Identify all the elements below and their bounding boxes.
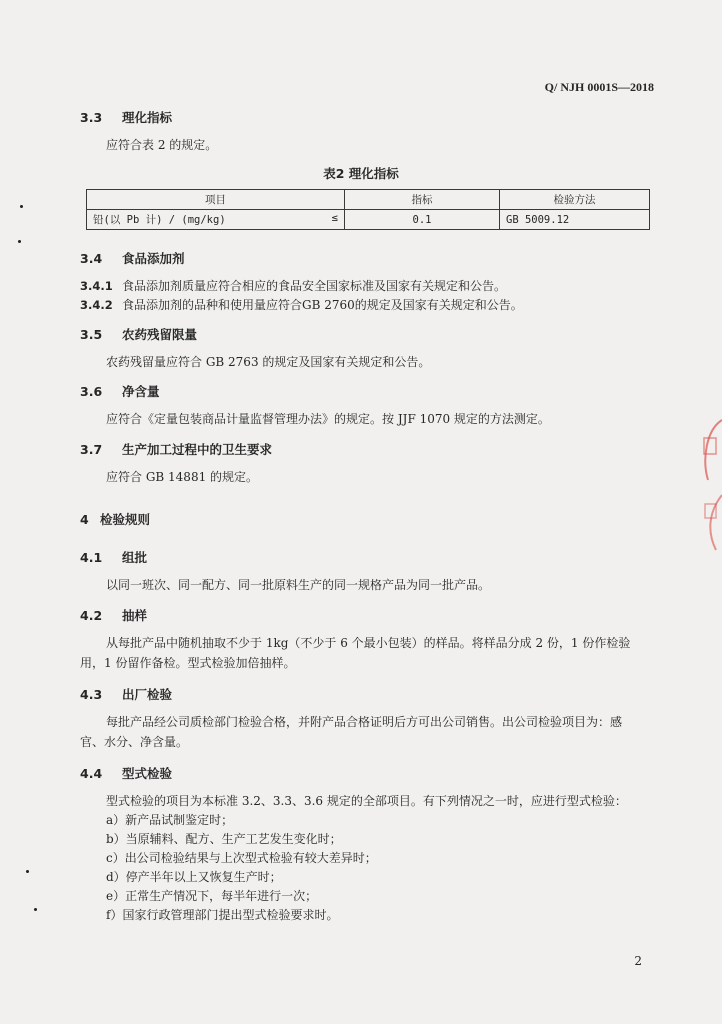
section-title: 农药残留限量: [122, 327, 198, 342]
cell-method: GB 5009.12: [500, 210, 650, 230]
subsection-number: 3.4.1: [80, 279, 113, 293]
section-4-2-heading: [80, 606, 147, 624]
section-3-4-1: [80, 277, 506, 294]
section-title: 组批: [122, 550, 148, 565]
section-4-4-heading: [80, 764, 172, 782]
section-3-5-text: 农药残留量应符合 GB 2763 的规定及国家有关规定和公告。: [106, 355, 431, 369]
item-name: 铅(以 Pb 计) / (mg/kg): [93, 214, 226, 226]
table-row: [87, 210, 650, 230]
section-number: 3.5: [80, 327, 103, 342]
section-number: 4.1: [80, 550, 103, 565]
list-item: e）正常生产情况下，每半年进行一次；: [106, 889, 318, 903]
section-4-4-intro: 型式检验的项目为本标准 3.2、3.3、3.6 规定的全部项目。有下列情况之一时，应进行型式检验：: [106, 794, 627, 808]
section-number: 3.4: [80, 251, 103, 266]
section-3-4-heading: [80, 249, 185, 267]
section-number: 4.3: [80, 687, 103, 702]
section-4-2-line2: 用，1 份留作备检。型式检验加倍抽样。: [80, 656, 296, 670]
list-item: f）国家行政管理部门提出型式检验要求时。: [106, 908, 339, 922]
section-title: 食品添加剂: [122, 251, 185, 266]
list-item: d）停产半年以上又恢复生产时；: [106, 870, 282, 884]
section-number: 3.7: [80, 442, 103, 457]
section-number: 3.3: [80, 110, 103, 125]
seal-stamp-icon: [696, 400, 722, 560]
table-header-row: [87, 190, 650, 210]
section-4-2-line1: 从每批产品中随机抽取不少于 1kg（不少于 6 个最小包装）的样品。将样品分成 2 份，1 份作检验: [106, 636, 631, 650]
list-item: b）当原辅料、配方、生产工艺发生变化时；: [106, 832, 342, 846]
section-title: 理化指标: [122, 110, 173, 125]
section-title: 型式检验: [122, 766, 173, 781]
section-3-3-heading: [80, 108, 172, 126]
section-4-heading: [80, 510, 150, 528]
section-3-6-heading: [80, 382, 160, 400]
section-title: 抽样: [122, 608, 148, 623]
section-number: 4: [80, 512, 89, 527]
section-title: 净含量: [122, 384, 160, 399]
table-2: [86, 189, 650, 230]
section-3-5-heading: [80, 325, 197, 343]
section-number: 4.2: [80, 608, 103, 623]
subsection-number: 3.4.2: [80, 298, 113, 312]
section-4-3-heading: [80, 685, 172, 703]
section-title: 检验规则: [100, 512, 151, 527]
section-4-1-heading: [80, 548, 147, 566]
scan-dot: [34, 908, 37, 911]
section-3-6-text: 应符合《定量包装商品计量监督管理办法》的规定。按 JJF 1070 规定的方法测定。: [106, 412, 550, 426]
section-title: 出厂检验: [122, 687, 173, 702]
subsection-text: 食品添加剂的品种和使用量应符合GB 2760的规定及国家有关规定和公告。: [122, 298, 523, 312]
section-3-3-text: 应符合表 2 的规定。: [106, 138, 218, 152]
section-4-3-line1: 每批产品经公司质检部门检验合格，并附产品合格证明后方可出公司销售。出公司检验项目为：感: [106, 715, 623, 729]
section-number: 3.6: [80, 384, 103, 399]
section-title: 生产加工过程中的卫生要求: [122, 442, 273, 457]
page-number: 2: [634, 954, 642, 968]
scan-dot: [18, 240, 21, 243]
section-3-7-text: 应符合 GB 14881 的规定。: [106, 470, 259, 484]
table-2-caption: 表2 理化指标: [323, 166, 399, 181]
section-4-3-line2: 官、水分、净含量。: [80, 735, 189, 749]
operator: ≤: [331, 212, 338, 224]
cell-value: 0.1: [345, 210, 500, 230]
list-item: a）新产品试制鉴定时；: [106, 813, 234, 827]
header-method: 检验方法: [500, 190, 650, 210]
scan-dot: [20, 205, 23, 208]
header-indicator: 指标: [345, 190, 500, 210]
scan-dot: [26, 870, 29, 873]
standard-code: Q/ NJH 0001S—2018: [544, 80, 654, 94]
section-3-7-heading: [80, 440, 272, 458]
header-item: 项目: [87, 190, 345, 210]
section-number: 4.4: [80, 766, 103, 781]
section-4-1-text: 以同一班次、同一配方、同一批原料生产的同一规格产品为同一批产品。: [106, 578, 491, 592]
subsection-text: 食品添加剂质量应符合相应的食品安全国家标准及国家有关规定和公告。: [122, 279, 507, 293]
cell-item: [87, 210, 345, 230]
section-3-4-2: [80, 296, 523, 313]
list-item: c）出公司检验结果与上次型式检验有较大差异时；: [106, 851, 377, 865]
